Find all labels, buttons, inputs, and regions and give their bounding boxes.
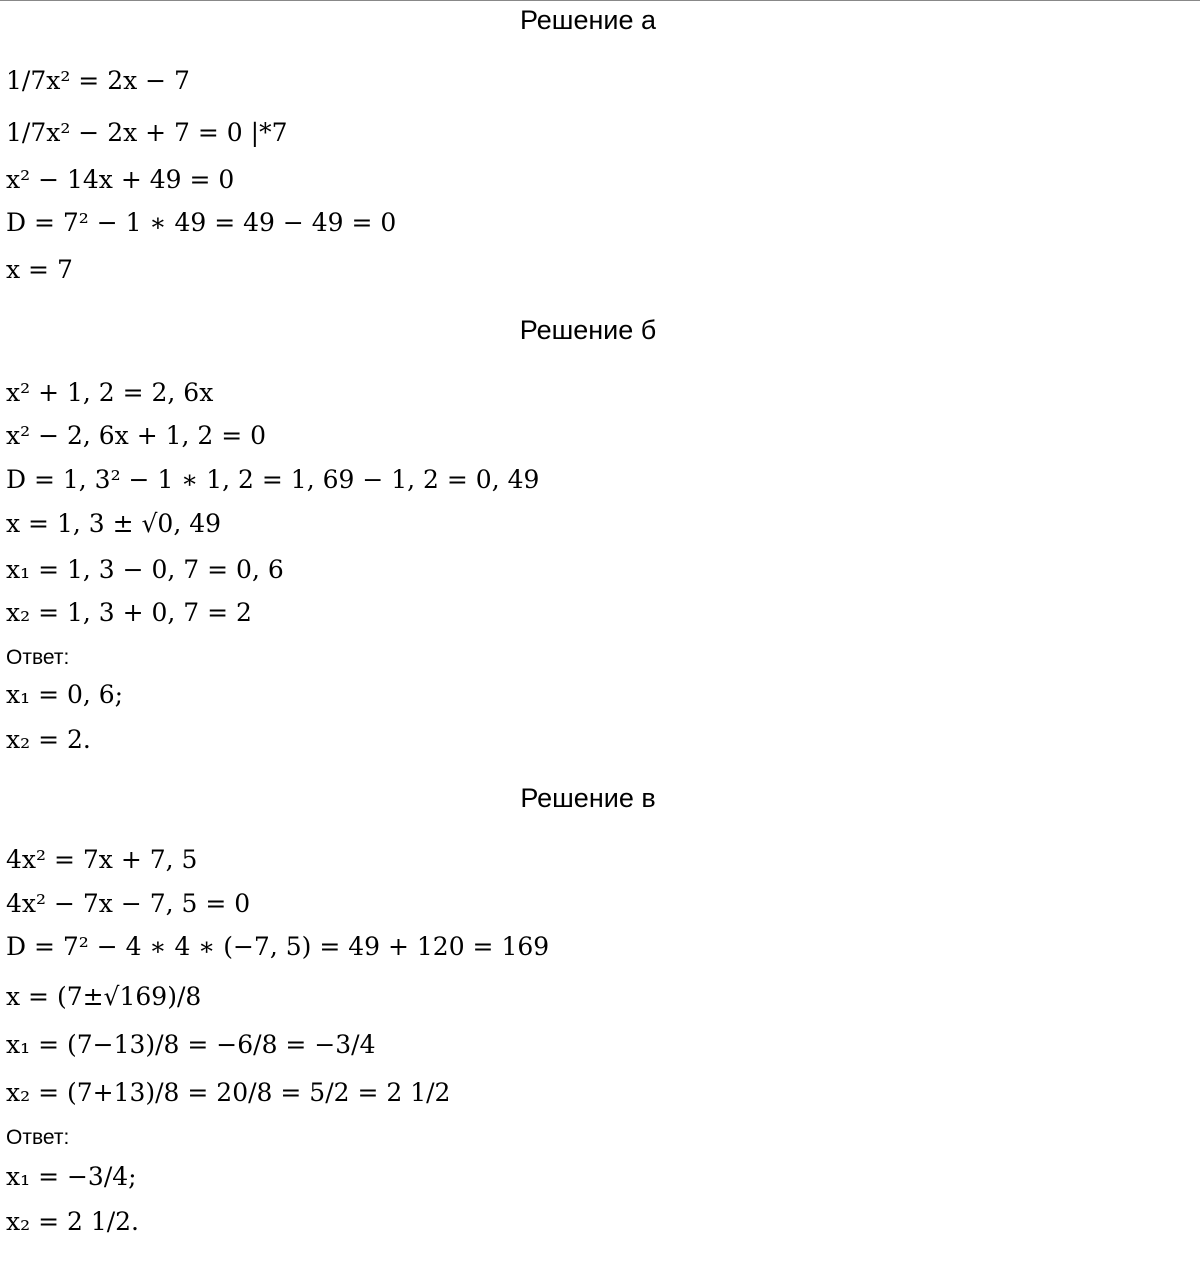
formula-c-4: x = (7±√169)/8: [6, 982, 202, 1011]
formula-a-3: x² − 14x + 49 = 0: [6, 165, 235, 194]
formula-b-4: x = 1, 3 ± √0, 49: [6, 509, 222, 538]
formula-a-4: D = 7² − 1 ∗ 49 = 49 − 49 = 0: [6, 208, 397, 237]
formula-c-6: x₂ = (7+13)/8 = 20/8 = 5/2 = 2 1/2: [6, 1078, 451, 1107]
formula-a-1: 1/7x² = 2x − 7: [6, 66, 190, 95]
formula-c-2: 4x² − 7x − 7, 5 = 0: [6, 889, 251, 918]
heading-a: Решение а: [519, 5, 657, 35]
answer-c-1: x₁ = −3/4;: [6, 1162, 137, 1191]
formula-c-3: D = 7² − 4 ∗ 4 ∗ (−7, 5) = 49 + 120 = 169: [6, 932, 550, 961]
answer-label-c: Ответ:: [6, 1126, 70, 1149]
answer-c-2: x₂ = 2 1/2.: [6, 1207, 139, 1236]
formula-a-2: 1/7x² − 2x + 7 = 0 |*7: [6, 118, 288, 147]
formula-a-5: x = 7: [6, 255, 73, 284]
heading-c: Решение в: [520, 783, 656, 813]
formula-b-5: x₁ = 1, 3 − 0, 7 = 0, 6: [6, 555, 284, 584]
formula-b-6: x₂ = 1, 3 + 0, 7 = 2: [6, 598, 252, 627]
answer-b-2: x₂ = 2.: [6, 725, 91, 754]
top-border: [0, 0, 1200, 1]
formula-c-5: x₁ = (7−13)/8 = −6/8 = −3/4: [6, 1030, 376, 1059]
formula-c-1: 4x² = 7x + 7, 5: [6, 845, 198, 874]
answer-label-b: Ответ:: [6, 646, 70, 669]
formula-b-2: x² − 2, 6x + 1, 2 = 0: [6, 421, 267, 450]
answer-b-1: x₁ = 0, 6;: [6, 680, 124, 709]
formula-b-3: D = 1, 3² − 1 ∗ 1, 2 = 1, 69 − 1, 2 = 0, 49: [6, 465, 540, 494]
heading-b: Решение б: [519, 315, 657, 345]
formula-b-1: x² + 1, 2 = 2, 6x: [6, 378, 214, 407]
